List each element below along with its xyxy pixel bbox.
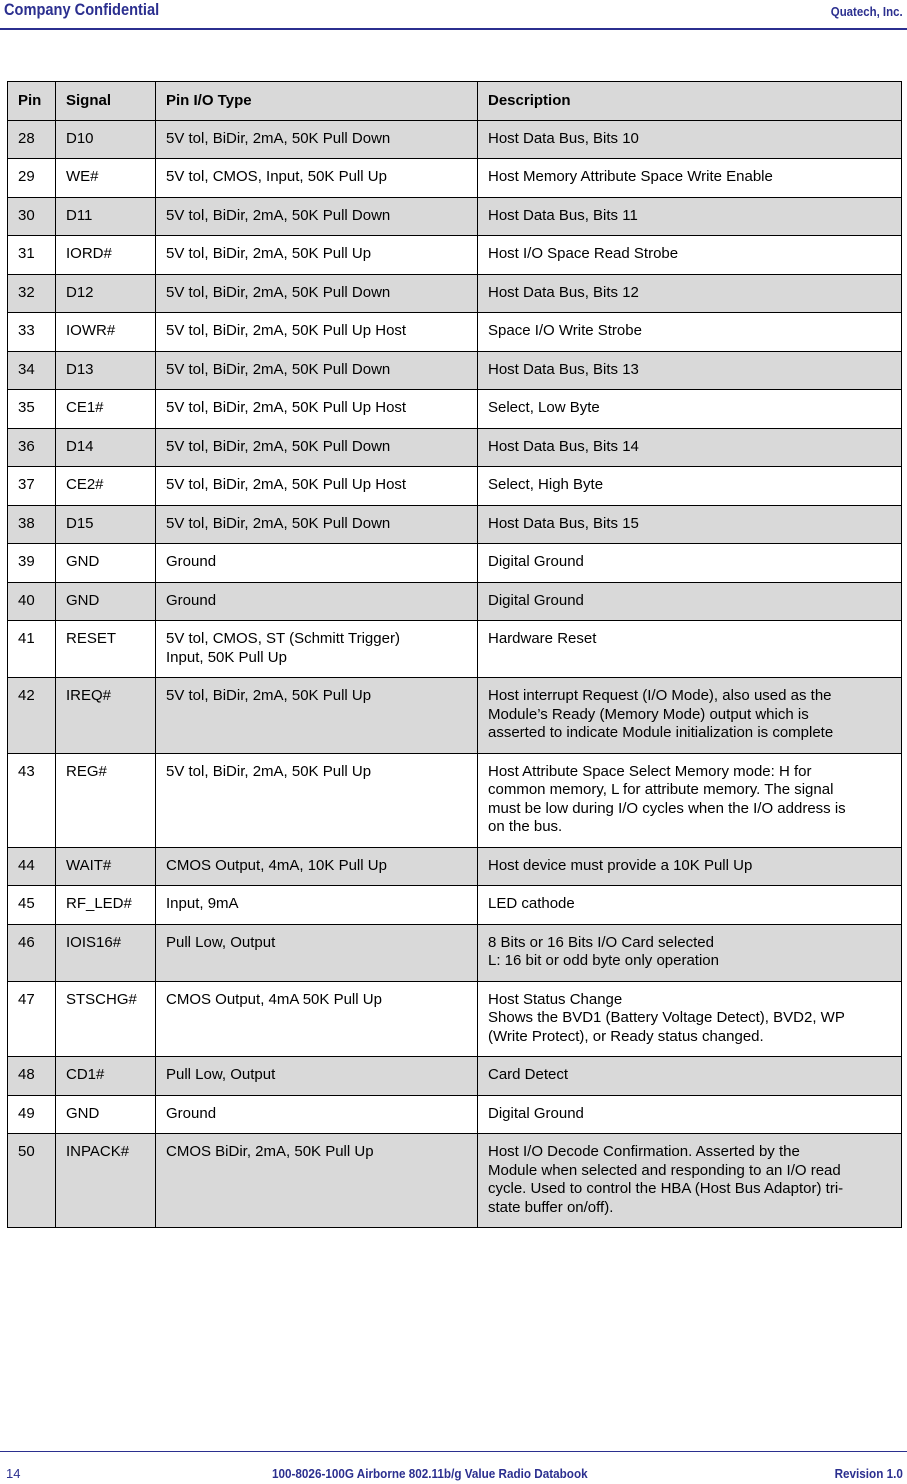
table-row (8, 1134, 902, 1228)
pin-cell: 35 (8, 390, 56, 429)
pin-cell: 45 (8, 886, 56, 925)
description-cell: Host Data Bus, Bits 12 (478, 274, 902, 313)
type-cell: CMOS BiDir, 2mA, 50K Pull Up (156, 1134, 478, 1228)
table-row (8, 924, 902, 981)
pin-cell: 42 (8, 678, 56, 754)
table-row (8, 1095, 902, 1134)
pin-cell: 28 (8, 120, 56, 159)
type-cell: 5V tol, BiDir, 2mA, 50K Pull Up (156, 236, 478, 275)
pin-table (7, 81, 902, 1228)
description-cell: Host I/O Decode Confirmation. Asserted by the Module when selected and responding to an I/O read cycle. Used to control the HBA (Host Bus Adaptor) tri- state buffer on/off). (478, 1134, 902, 1228)
description-cell: Host Memory Attribute Space Write Enable (478, 159, 902, 198)
signal-cell: CE1# (56, 390, 156, 429)
type-cell: 5V tol, BiDir, 2mA, 50K Pull Down (156, 120, 478, 159)
description-cell: Host Data Bus, Bits 15 (478, 505, 902, 544)
signal-cell: D11 (56, 197, 156, 236)
table-row (8, 159, 902, 198)
col-header-signal: Signal (56, 82, 156, 121)
pin-cell: 41 (8, 621, 56, 678)
type-cell: CMOS Output, 4mA, 10K Pull Up (156, 847, 478, 886)
table-row (8, 505, 902, 544)
description-cell: Digital Ground (478, 544, 902, 583)
table-row (8, 313, 902, 352)
type-cell: 5V tol, BiDir, 2mA, 50K Pull Up Host (156, 467, 478, 506)
description-cell: Host Attribute Space Select Memory mode: H for common memory, L for attribute memory. The signal must be low during I/O cycles when the I/O address is on the bus. (478, 753, 902, 847)
description-cell: Host device must provide a 10K Pull Up (478, 847, 902, 886)
table-row (8, 582, 902, 621)
signal-cell: RESET (56, 621, 156, 678)
page-footer (0, 1451, 907, 1484)
pin-cell: 49 (8, 1095, 56, 1134)
description-cell: Host Data Bus, Bits 10 (478, 120, 902, 159)
table-row (8, 120, 902, 159)
signal-cell: IOIS16# (56, 924, 156, 981)
table-row (8, 1057, 902, 1096)
description-cell: Host I/O Space Read Strobe (478, 236, 902, 275)
type-cell: 5V tol, BiDir, 2mA, 50K Pull Down (156, 274, 478, 313)
signal-cell: WE# (56, 159, 156, 198)
pin-cell: 33 (8, 313, 56, 352)
type-cell: 5V tol, BiDir, 2mA, 50K Pull Down (156, 505, 478, 544)
pin-cell: 46 (8, 924, 56, 981)
type-cell: 5V tol, BiDir, 2mA, 50K Pull Up (156, 753, 478, 847)
signal-cell: GND (56, 1095, 156, 1134)
signal-cell: IREQ# (56, 678, 156, 754)
table-row (8, 678, 902, 754)
type-cell: 5V tol, BiDir, 2mA, 50K Pull Up Host (156, 390, 478, 429)
type-cell: Ground (156, 1095, 478, 1134)
type-cell: CMOS Output, 4mA 50K Pull Up (156, 981, 478, 1057)
signal-cell: STSCHG# (56, 981, 156, 1057)
revision-label: Revision 1.0 (834, 1466, 903, 1481)
type-cell: Ground (156, 544, 478, 583)
description-cell: Select, Low Byte (478, 390, 902, 429)
signal-cell: IORD# (56, 236, 156, 275)
document-title: 100-8026-100G Airborne 802.11b/g Value Radio Databook (272, 1466, 588, 1481)
type-cell: 5V tol, BiDir, 2mA, 50K Pull Down (156, 351, 478, 390)
signal-cell: GND (56, 544, 156, 583)
pin-cell: 34 (8, 351, 56, 390)
col-header-description: Description (478, 82, 902, 121)
signal-cell: WAIT# (56, 847, 156, 886)
signal-cell: CD1# (56, 1057, 156, 1096)
company-name: Quatech, Inc. (831, 4, 903, 19)
description-cell: Host interrupt Request (I/O Mode), also used as the Module’s Ready (Memory Mode) output which is asserted to indicate Module initialization is complete (478, 678, 902, 754)
description-cell: Card Detect (478, 1057, 902, 1096)
table-row (8, 981, 902, 1057)
description-cell: LED cathode (478, 886, 902, 925)
pin-cell: 29 (8, 159, 56, 198)
description-cell: Space I/O Write Strobe (478, 313, 902, 352)
table-body (8, 120, 902, 1228)
table-row (8, 467, 902, 506)
table-row (8, 544, 902, 583)
pin-cell: 48 (8, 1057, 56, 1096)
description-cell: Host Data Bus, Bits 13 (478, 351, 902, 390)
pin-cell: 39 (8, 544, 56, 583)
col-header-pin: Pin (8, 82, 56, 121)
type-cell: 5V tol, CMOS, ST (Schmitt Trigger) Input, 50K Pull Up (156, 621, 478, 678)
signal-cell: D13 (56, 351, 156, 390)
pin-cell: 32 (8, 274, 56, 313)
description-cell: Digital Ground (478, 582, 902, 621)
pin-cell: 47 (8, 981, 56, 1057)
signal-cell: D15 (56, 505, 156, 544)
type-cell: Pull Low, Output (156, 924, 478, 981)
signal-cell: INPACK# (56, 1134, 156, 1228)
page-header (0, 0, 907, 30)
pin-cell: 31 (8, 236, 56, 275)
type-cell: Input, 9mA (156, 886, 478, 925)
description-cell: Host Data Bus, Bits 14 (478, 428, 902, 467)
type-cell: 5V tol, CMOS, Input, 50K Pull Up (156, 159, 478, 198)
table-row (8, 847, 902, 886)
signal-cell: REG# (56, 753, 156, 847)
type-cell: Ground (156, 582, 478, 621)
pin-cell: 50 (8, 1134, 56, 1228)
signal-cell: D14 (56, 428, 156, 467)
description-cell: Host Status Change Shows the BVD1 (Battery Voltage Detect), BVD2, WP (Write Protect), or Ready status changed. (478, 981, 902, 1057)
table-row (8, 390, 902, 429)
signal-cell: D10 (56, 120, 156, 159)
table-row (8, 621, 902, 678)
table-row (8, 753, 902, 847)
pin-cell: 37 (8, 467, 56, 506)
type-cell: 5V tol, BiDir, 2mA, 50K Pull Down (156, 197, 478, 236)
type-cell: 5V tol, BiDir, 2mA, 50K Pull Up Host (156, 313, 478, 352)
signal-cell: GND (56, 582, 156, 621)
description-cell: 8 Bits or 16 Bits I/O Card selected L: 16 bit or odd byte only operation (478, 924, 902, 981)
col-header-type: Pin I/O Type (156, 82, 478, 121)
signal-cell: CE2# (56, 467, 156, 506)
pin-cell: 36 (8, 428, 56, 467)
signal-cell: IOWR# (56, 313, 156, 352)
type-cell: 5V tol, BiDir, 2mA, 50K Pull Down (156, 428, 478, 467)
pin-cell: 43 (8, 753, 56, 847)
table-header-row (8, 82, 902, 121)
table-row (8, 886, 902, 925)
table-row (8, 274, 902, 313)
type-cell: 5V tol, BiDir, 2mA, 50K Pull Up (156, 678, 478, 754)
type-cell: Pull Low, Output (156, 1057, 478, 1096)
description-cell: Hardware Reset (478, 621, 902, 678)
table-row (8, 197, 902, 236)
description-cell: Select, High Byte (478, 467, 902, 506)
page-number: 14 (6, 1466, 21, 1481)
table-row (8, 236, 902, 275)
table-row (8, 351, 902, 390)
pin-cell: 44 (8, 847, 56, 886)
pin-cell: 30 (8, 197, 56, 236)
signal-cell: D12 (56, 274, 156, 313)
signal-cell: RF_LED# (56, 886, 156, 925)
pin-cell: 40 (8, 582, 56, 621)
table-row (8, 428, 902, 467)
description-cell: Digital Ground (478, 1095, 902, 1134)
description-cell: Host Data Bus, Bits 11 (478, 197, 902, 236)
pin-cell: 38 (8, 505, 56, 544)
confidential-label: Company Confidential (4, 0, 160, 19)
